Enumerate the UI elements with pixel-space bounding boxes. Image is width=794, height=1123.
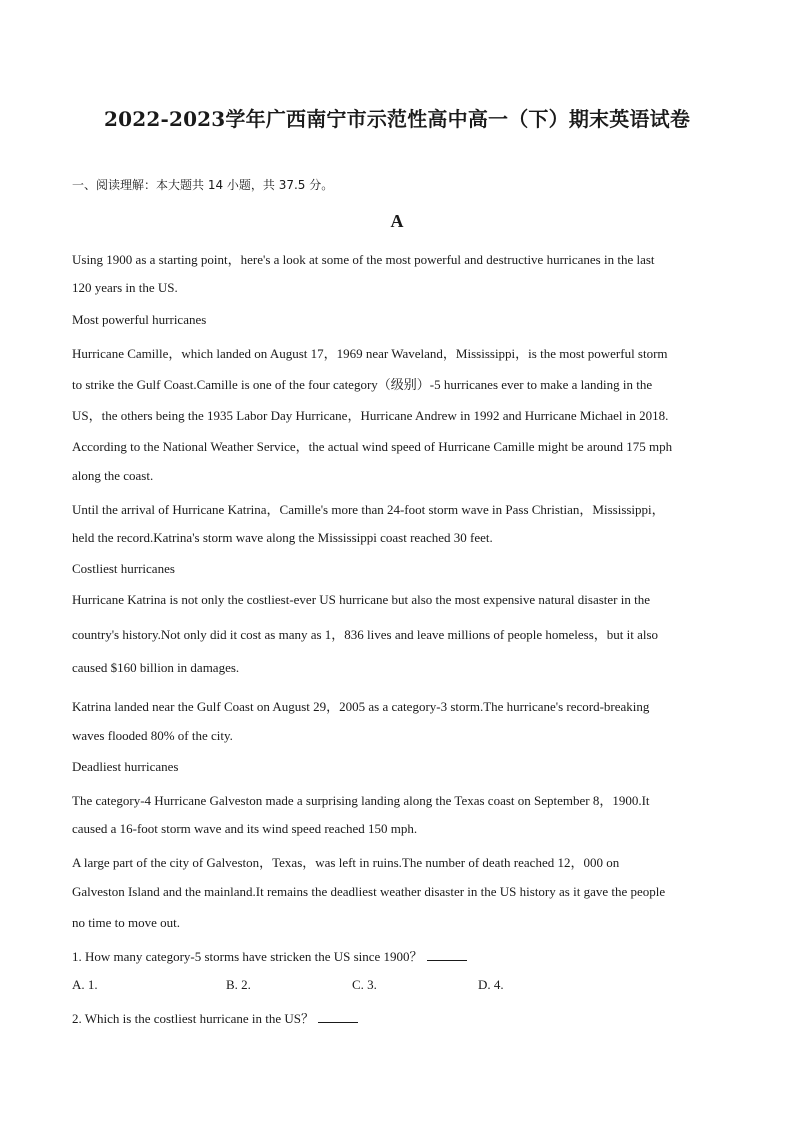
subheading-deadliest: Deadliest hurricanes (72, 759, 179, 774)
passage-line: along the coast. (72, 468, 154, 483)
passage-line: Hurricane Camille，which landed on August 17，1969 near Waveland，Mississippi，is the most powerful storm (72, 346, 668, 361)
question-2 (72, 1008, 358, 1027)
question-1-text: 1. How many category-5 storms have stricken the US since 1900？ (72, 949, 423, 964)
passage-line: Galveston Island and the mainland.It remains the deadliest weather disaster in the US history as it gave the people (72, 884, 666, 899)
section-heading: 一、阅读理解：本大题共 14 小题，共 37.5 分。 (72, 178, 334, 192)
passage-line: The category-4 Hurricane Galveston made a surprising landing along the Texas coast on September 8，1900.It (72, 793, 650, 808)
answer-blank-1[interactable] (427, 950, 467, 961)
question-1-option-b[interactable]: B. 2. (226, 977, 251, 992)
passage-line: Katrina landed near the Gulf Coast on August 29，2005 as a category-3 storm.The hurricane's record-breaking (72, 699, 650, 714)
passage-line: to strike the Gulf Coast.Camille is one of the four category（级别）-5 hurricanes ever to make a landing in the (72, 377, 653, 392)
passage-line: According to the National Weather Service，the actual wind speed of Hurricane Camille might be around 175 mph (72, 439, 673, 454)
passage-line: country's history.Not only did it cost as many as 1，836 lives and leave millions of people homeless，but it also (72, 627, 659, 642)
passage-line: US，the others being the 1935 Labor Day Hurricane，Hurricane Andrew in 1992 and Hurricane Michael in 2018. (72, 408, 669, 423)
passage-line: 120 years in the US. (72, 280, 178, 295)
question-2-text: 2. Which is the costliest hurricane in the US？ (72, 1011, 315, 1026)
passage-line: Until the arrival of Hurricane Katrina，Camille's more than 24-foot storm wave in Pass Christian，Mississippi， (72, 502, 665, 517)
passage-line: A large part of the city of Galveston，Texas，was left in ruins.The number of death reached 12，000 on (72, 855, 620, 870)
subheading-most-powerful: Most powerful hurricanes (72, 312, 207, 327)
answer-blank-2[interactable] (318, 1012, 358, 1023)
passage-line: waves flooded 80% of the city. (72, 728, 233, 743)
passage-line: Using 1900 as a starting point，here's a look at some of the most powerful and destructive hurricanes in the last (72, 252, 655, 267)
subheading-costliest: Costliest hurricanes (72, 561, 175, 576)
passage-line: caused $160 billion in damages. (72, 660, 240, 675)
question-1-option-c[interactable]: C. 3. (352, 977, 377, 992)
question-1-option-a[interactable]: A. 1. (72, 977, 98, 992)
question-1-option-d[interactable]: D. 4. (478, 977, 504, 992)
page-title: 2022-2023学年广西南宁市示范性高中高一（下）期末英语试卷 (103, 107, 691, 131)
passage-line: caused a 16-foot storm wave and its wind speed reached 150 mph. (72, 821, 418, 836)
passage-label: A (390, 211, 404, 231)
question-1 (72, 946, 467, 965)
passage-line: Hurricane Katrina is not only the costliest-ever US hurricane but also the most expensive natural disaster in the (72, 592, 650, 607)
passage-line: held the record.Katrina's storm wave along the Mississippi coast reached 30 feet. (72, 530, 493, 545)
passage-line: no time to move out. (72, 915, 180, 930)
